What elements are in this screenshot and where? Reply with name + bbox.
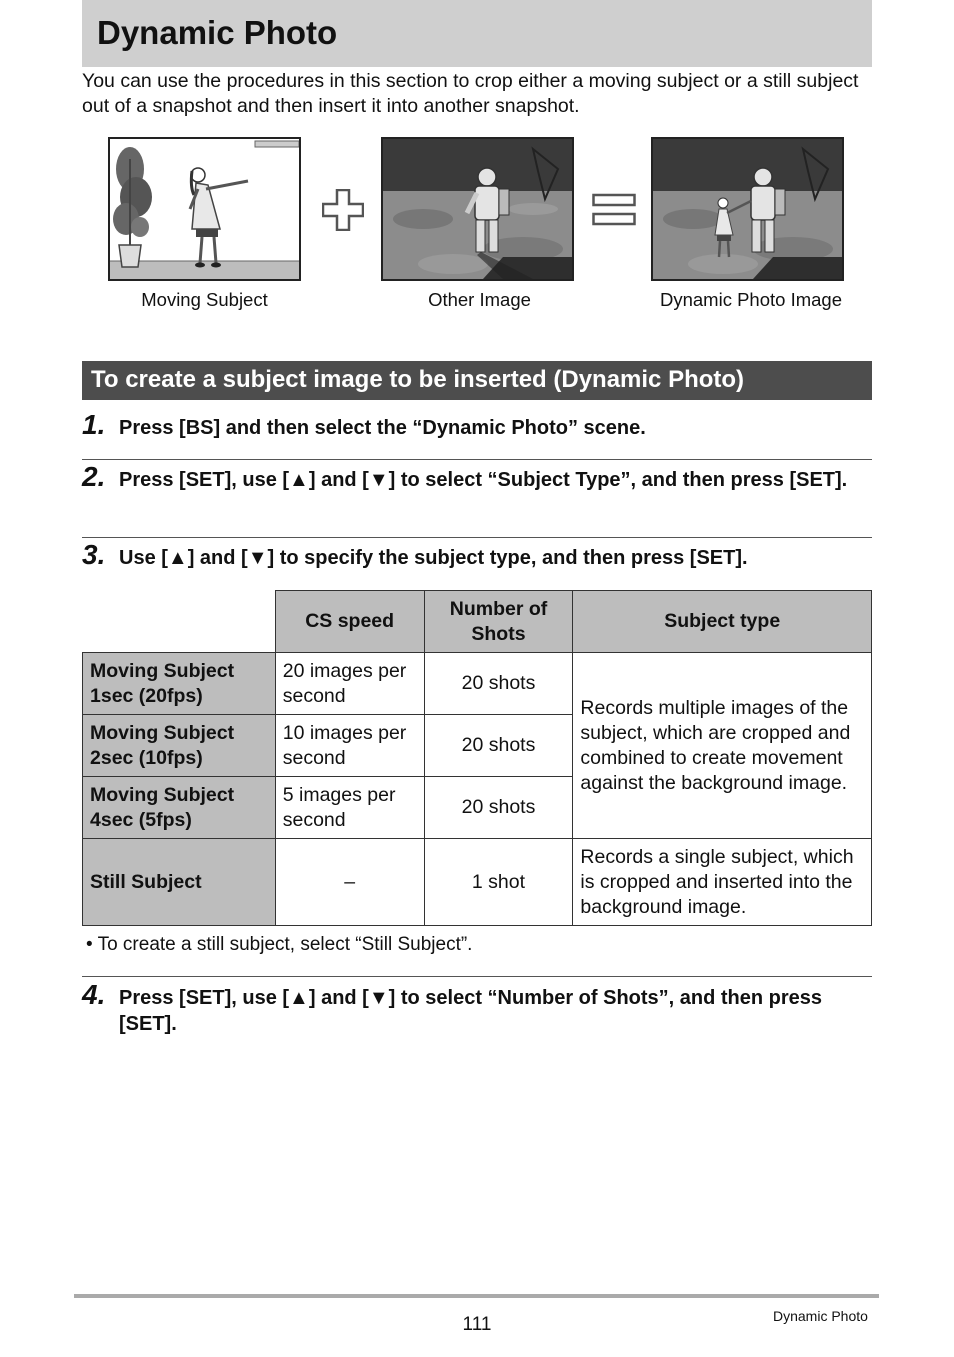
equals-icon (592, 193, 636, 232)
footer-rule (74, 1294, 879, 1298)
row-label: Moving Subject 1sec (20fps) (83, 653, 276, 715)
step-number: 4. (82, 979, 106, 1010)
plus-icon (322, 189, 364, 236)
row-label: Moving Subject 2sec (10fps) (83, 715, 276, 777)
row-label: Still Subject (83, 839, 276, 926)
table-row (83, 653, 872, 715)
section-title: To create a subject image to be inserted (Dynamic Photo) (91, 366, 745, 393)
step-text: Press [BS] and then select the “Dynamic Photo” scene. (119, 417, 646, 439)
step-text: Use [▲] and [▼] to specify the subject type, and then press [SET]. (119, 547, 748, 569)
caption-dynamic-photo-image: Dynamic Photo Image (659, 289, 842, 310)
shots-cell: 20 shots (424, 777, 573, 839)
shots-cell: 20 shots (424, 715, 573, 777)
caption-other-image: Other Image (428, 289, 531, 310)
section-bar (82, 361, 872, 400)
cs-speed-cell: 5 images per second (275, 777, 424, 839)
page-number: 111 (462, 1314, 492, 1335)
step-text: Press [SET], use [▲] and [▼] to select “Number of Shots”, and then press [SET]. (119, 987, 823, 1035)
divider (82, 459, 872, 460)
subject-type-table (82, 590, 872, 926)
row-label: Moving Subject 4sec (5fps) (83, 777, 276, 839)
footer-section-label: Dynamic Photo (773, 1308, 868, 1324)
header-cs-speed: CS speed (275, 591, 424, 653)
other-image (381, 137, 574, 281)
header-subject-type: Subject type (573, 591, 872, 653)
table-corner (83, 591, 276, 653)
moving-subject-description: Records multiple images of the subject, which are cropped and combined to create movement against the background image. (573, 653, 872, 839)
still-subject-description: Records a single subject, which is cropped and inserted into the background image. (573, 839, 872, 926)
step-number: 3. (82, 539, 106, 570)
dynamic-photo-image (651, 137, 844, 281)
step-number: 2. (82, 461, 106, 492)
table-header-row (83, 591, 872, 653)
cs-speed-cell: 20 images per second (275, 653, 424, 715)
divider (82, 976, 872, 977)
cs-speed-cell: – (275, 839, 424, 926)
shots-cell: 20 shots (424, 653, 573, 715)
title-bar (82, 0, 872, 67)
divider (82, 537, 872, 538)
page-title: Dynamic Photo (97, 14, 338, 51)
moving-subject-image (108, 137, 301, 281)
note-still-subject: • To create a still subject, select “Still Subject”. (86, 934, 473, 955)
table-row (83, 839, 872, 926)
caption-moving-subject: Moving Subject (141, 289, 268, 310)
step-number: 1. (82, 409, 106, 440)
step-text: Press [SET], use [▲] and [▼] to select “Subject Type”, and then press [SET]. (119, 469, 848, 491)
header-number-of-shots: Number of Shots (424, 591, 573, 653)
cs-speed-cell: 10 images per second (275, 715, 424, 777)
intro-paragraph: You can use the procedures in this section to crop either a moving subject or a still subject out of a snapshot and then insert it into another snapshot. (82, 70, 859, 117)
shots-cell: 1 shot (424, 839, 573, 926)
